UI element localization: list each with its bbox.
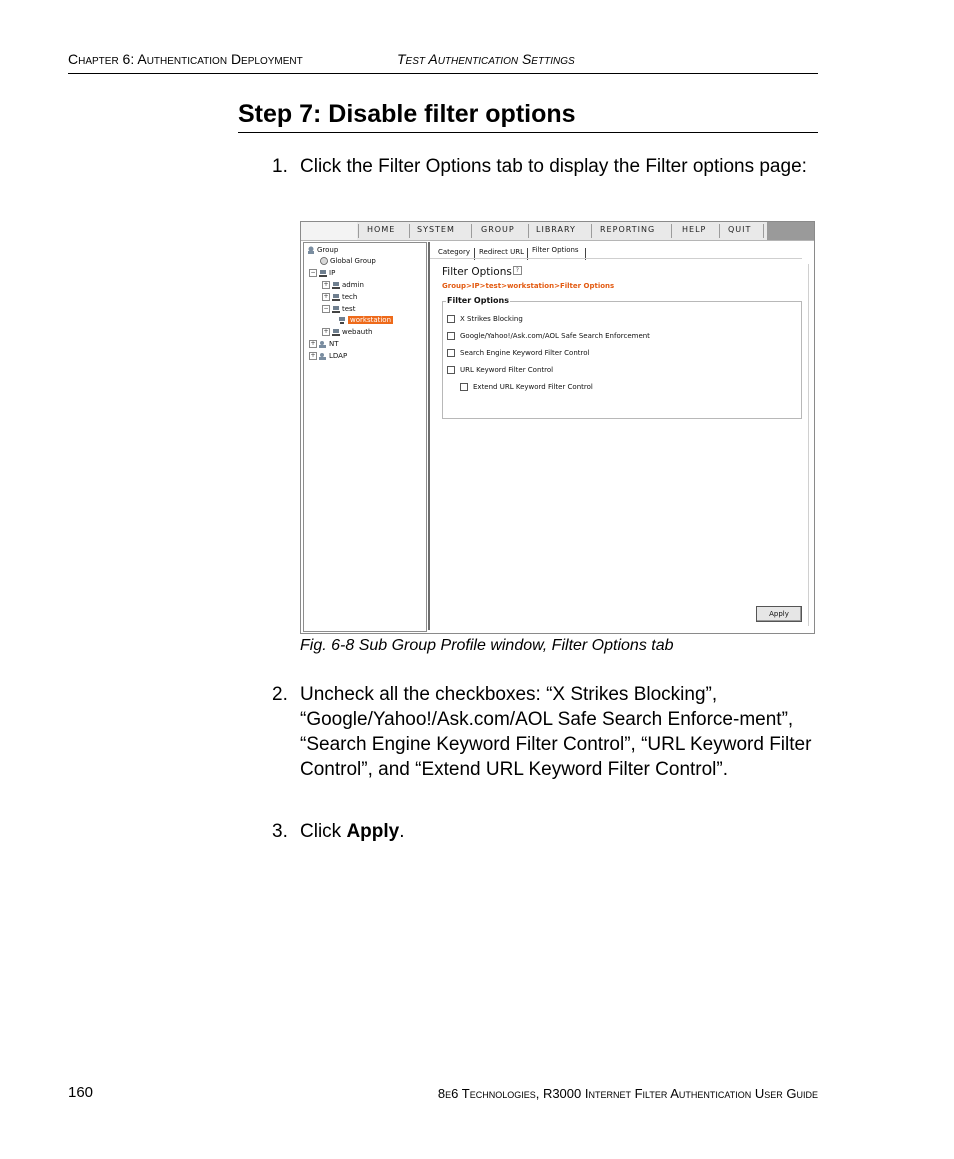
menu-group[interactable]: GROUP <box>481 225 515 234</box>
figure-caption: Fig. 6-8 Sub Group Profile window, Filter Options tab <box>300 637 674 654</box>
panel-title: Filter Options ? <box>442 266 522 278</box>
expand-icon[interactable]: + <box>323 328 329 335</box>
checkbox[interactable] <box>447 315 455 323</box>
breadcrumb: Group>IP>test>workstation>Filter Options <box>442 282 615 290</box>
tree-node-webauth[interactable]: + webauth <box>323 328 373 336</box>
tree-node-ldap[interactable]: + LDAP <box>310 352 348 360</box>
checkbox[interactable] <box>447 349 455 357</box>
users-icon <box>319 340 327 348</box>
menu-bar <box>301 222 814 241</box>
tree-node-test[interactable]: − test <box>323 305 356 313</box>
expand-icon[interactable]: + <box>323 293 329 300</box>
menu-library[interactable]: LIBRARY <box>536 225 576 234</box>
apply-button[interactable]: Apply <box>756 606 802 622</box>
collapse-icon[interactable]: − <box>310 269 316 276</box>
expand-icon[interactable]: + <box>323 281 329 288</box>
running-header <box>68 51 818 74</box>
content-panel <box>428 242 812 630</box>
screenshot-figure <box>300 221 815 634</box>
expand-icon[interactable]: + <box>310 340 316 347</box>
tree-node-ip[interactable]: − IP <box>310 269 336 277</box>
tree-node-tech[interactable]: + tech <box>323 293 358 301</box>
network-icon <box>332 305 340 313</box>
section-title: Test Authentication Settings <box>397 51 575 67</box>
network-icon <box>332 293 340 301</box>
step-text: Uncheck all the checkboxes: “X Strikes Blocking”, “Google/Yahoo!/Ask.com/AOL Safe Search Enforce-ment”, “Search Engine Keyword Filter Control”, “URL Keyword Filter Control”, and “Extend URL Keyword Filter Control”. <box>300 684 812 780</box>
option-search-keyword[interactable]: Search Engine Keyword Filter Control <box>447 349 589 357</box>
guide-title: 8e6 Technologies, R3000 Internet Filter Authentication User Guide <box>437 1086 818 1101</box>
chapter-title: Chapter 6: Authentication Deployment <box>68 51 303 67</box>
group-tree <box>303 242 427 632</box>
collapse-icon[interactable]: − <box>323 305 329 312</box>
tree-node-group[interactable]: Group <box>307 246 338 254</box>
page-number: 160 <box>68 1084 94 1101</box>
step-title: Step 7: Disable filter options <box>238 100 818 133</box>
group-legend: Filter Options <box>447 296 509 305</box>
tree-node-workstation[interactable]: workstation <box>338 316 393 324</box>
step-text: Click Apply. <box>300 821 405 842</box>
option-safe-search[interactable]: Google/Yahoo!/Ask.com/AOL Safe Search Enforcement <box>447 332 650 340</box>
menu-home[interactable]: HOME <box>367 225 396 234</box>
users-icon <box>319 352 327 360</box>
computer-icon <box>338 316 346 324</box>
option-extend-url-keyword[interactable]: Extend URL Keyword Filter Control <box>460 383 593 391</box>
tree-node-global-group[interactable]: Global Group <box>320 257 376 265</box>
tab-redirect-url[interactable]: Redirect URL <box>479 248 524 256</box>
tree-node-nt[interactable]: + NT <box>310 340 339 348</box>
option-url-keyword[interactable]: URL Keyword Filter Control <box>447 366 553 374</box>
step-text: Click the Filter Options tab to display the Filter options page: <box>300 156 807 177</box>
filter-options-group <box>442 296 802 419</box>
menu-help[interactable]: HELP <box>682 225 707 234</box>
tab-filter-options[interactable]: Filter Options <box>532 246 579 254</box>
expand-icon[interactable]: + <box>310 352 316 359</box>
network-icon <box>332 281 340 289</box>
option-x-strikes[interactable]: X Strikes Blocking <box>447 315 523 323</box>
help-icon[interactable]: ? <box>513 266 522 275</box>
checkbox[interactable] <box>460 383 468 391</box>
checkbox[interactable] <box>447 366 455 374</box>
checkbox[interactable] <box>447 332 455 340</box>
tab-category[interactable]: Category <box>438 248 470 256</box>
globe-icon <box>320 257 328 265</box>
network-icon <box>332 328 340 336</box>
step-number: 3. <box>272 821 288 842</box>
menu-system[interactable]: SYSTEM <box>417 225 455 234</box>
step-number: 1. <box>272 156 288 177</box>
menu-reporting[interactable]: REPORTING <box>600 225 656 234</box>
group-icon <box>307 246 315 254</box>
step-number: 2. <box>272 684 288 705</box>
tree-node-admin[interactable]: + admin <box>323 281 364 289</box>
menu-quit[interactable]: QUIT <box>728 225 752 234</box>
network-icon <box>319 269 327 277</box>
